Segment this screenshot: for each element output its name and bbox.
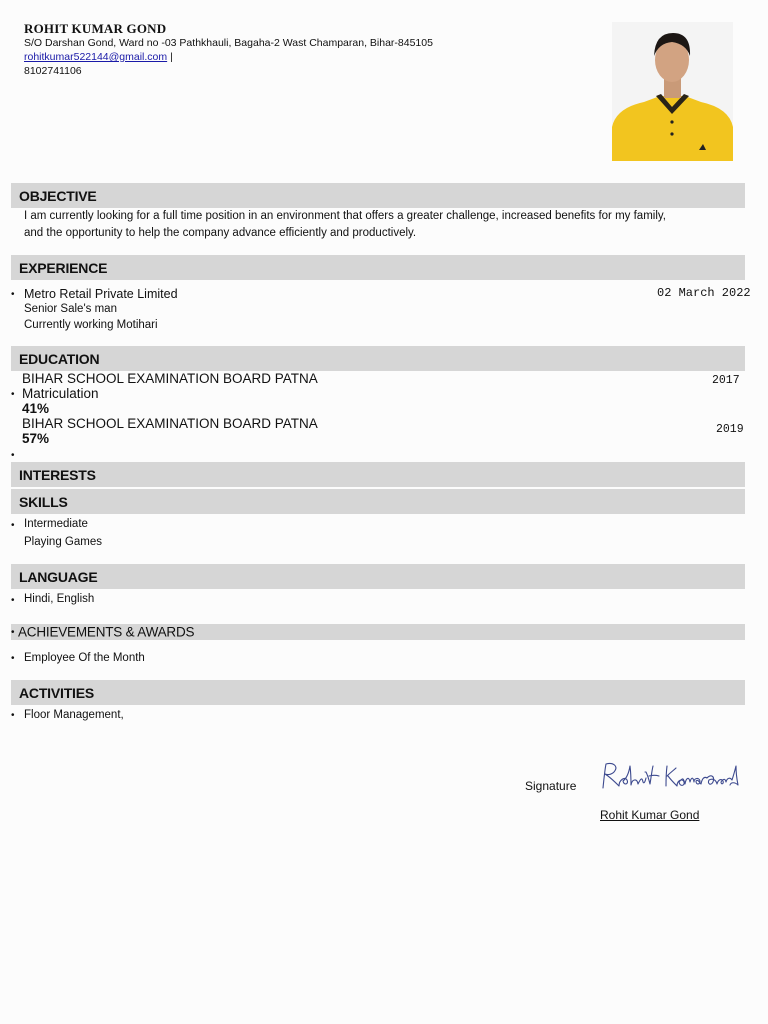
education-score: 41% (22, 401, 50, 416)
section-interests (11, 462, 745, 487)
bullet: • (11, 289, 15, 300)
email-line (24, 51, 173, 63)
section-title: INTERESTS (19, 466, 96, 483)
bullet: • (11, 450, 15, 461)
achievement-item: Employee Of the Month (24, 652, 145, 664)
section-activities (11, 680, 745, 705)
section-title: ACHIEVEMENTS & AWARDS (18, 624, 195, 640)
section-title: ACTIVITIES (19, 684, 95, 701)
experience-company: Metro Retail Private Limited (24, 287, 178, 301)
section-achievements (11, 624, 745, 640)
education-score: 57% (22, 431, 50, 446)
bullet: • (11, 520, 15, 531)
objective-line-1: I am currently looking for a full time position in an environment that offers a greater challenge, increased benefits for my family, (24, 210, 666, 222)
address: S/O Darshan Gond, Ward no -03 Pathkhauli, Bagaha-2 Wast Champaran, Bihar-845105 (24, 37, 433, 49)
bullet: • (11, 710, 15, 721)
profile-photo (612, 22, 733, 161)
education-board: BIHAR SCHOOL EXAMINATION BOARD PATNA (22, 416, 318, 431)
experience-status: Currently working Motihari (24, 319, 158, 331)
education-course: Matriculation (22, 386, 99, 401)
education-board: BIHAR SCHOOL EXAMINATION BOARD PATNA (22, 371, 318, 386)
email-link[interactable]: rohitkumar522144@gmail.com (24, 51, 168, 63)
signature-image (597, 760, 747, 794)
section-title: EXPERIENCE (19, 259, 108, 276)
skill-level: Intermediate (24, 518, 88, 530)
experience-role: Senior Sale's man (24, 303, 117, 315)
section-language (11, 564, 745, 589)
section-title: SKILLS (19, 493, 68, 510)
activity-item: Floor Management, (24, 709, 124, 721)
objective-line-2: and the opportunity to help the company advance efficiently and productively. (24, 227, 417, 239)
section-title: OBJECTIVE (19, 187, 97, 204)
bullet: • (11, 389, 15, 400)
email-separator: | (170, 51, 173, 63)
skill-item: Playing Games (24, 536, 102, 548)
phone-number: 8102741106 (24, 65, 82, 77)
education-year: 2019 (716, 423, 744, 436)
section-title: LANGUAGE (19, 568, 98, 585)
signature-name: Rohit Kumar Gond (600, 808, 700, 822)
language-value: Hindi, English (24, 593, 95, 605)
section-skills (11, 489, 745, 514)
bullet: • (11, 653, 15, 664)
section-education (11, 346, 745, 371)
bullet: • (11, 595, 15, 606)
section-objective (11, 183, 745, 208)
section-experience (11, 255, 745, 280)
experience-date: 02 March 2022 (657, 286, 751, 300)
signature-label: Signature (525, 779, 577, 793)
education-year: 2017 (712, 374, 740, 387)
candidate-name: ROHIT KUMAR GOND (24, 21, 167, 36)
bullet: • (11, 627, 15, 638)
section-title: EDUCATION (19, 350, 100, 367)
